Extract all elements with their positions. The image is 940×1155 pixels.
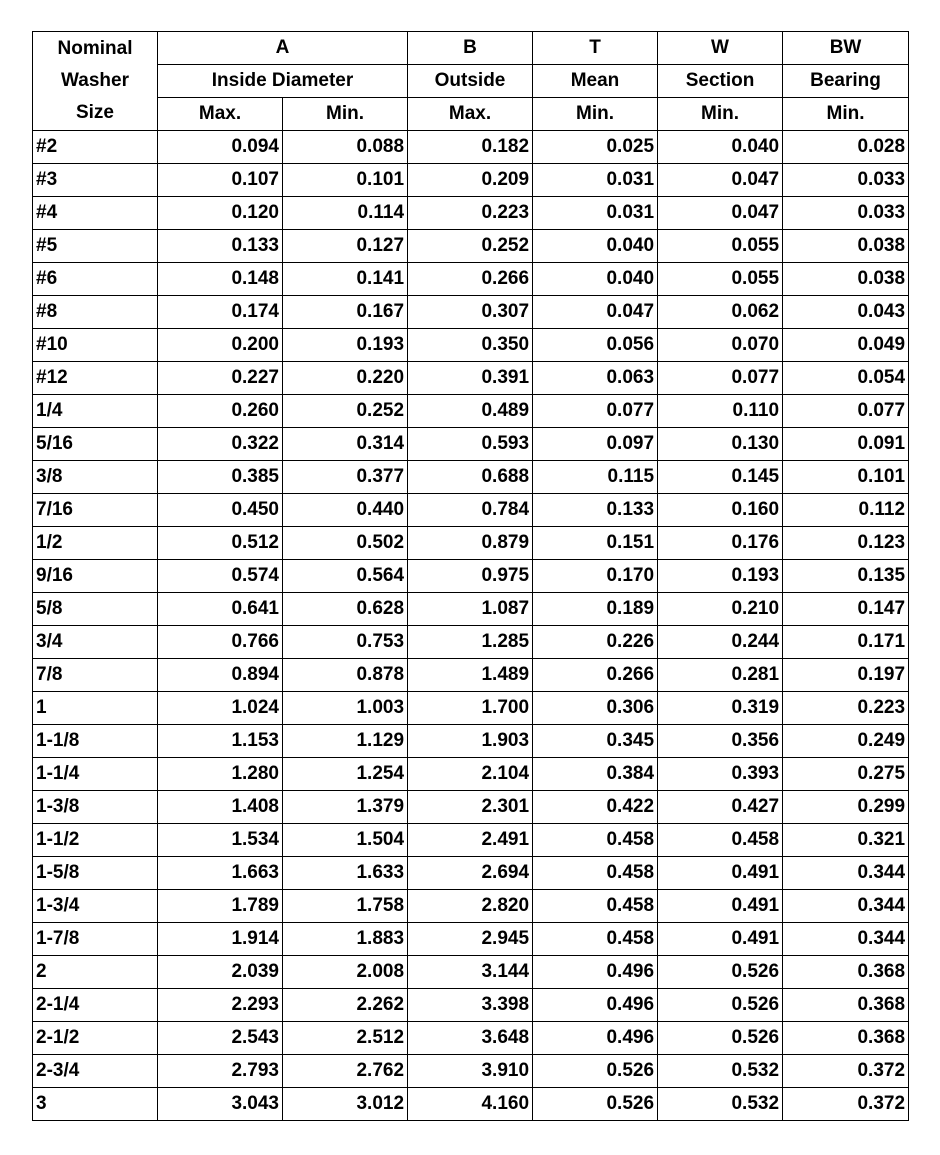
cell-t-min: 0.422 [533, 791, 658, 824]
cell-a-min: 0.314 [283, 428, 408, 461]
cell-b-max: 1.700 [408, 692, 533, 725]
cell-b-max: 0.489 [408, 395, 533, 428]
cell-t-min: 0.458 [533, 923, 658, 956]
header-section: Section [658, 65, 783, 98]
header-nominal-line-3: Size [75, 102, 115, 123]
header-col-w: W [658, 32, 783, 65]
cell-b-max: 0.266 [408, 263, 533, 296]
cell-size: 2 [33, 956, 158, 989]
cell-b-max: 2.945 [408, 923, 533, 956]
cell-size: 1 [33, 692, 158, 725]
table-row [33, 197, 909, 230]
cell-b-max: 0.391 [408, 362, 533, 395]
cell-size: 1/4 [33, 395, 158, 428]
cell-size: 2-1/2 [33, 1022, 158, 1055]
cell-t-min: 0.056 [533, 329, 658, 362]
cell-a-max: 0.174 [158, 296, 283, 329]
cell-a-min: 0.220 [283, 362, 408, 395]
cell-a-max: 2.039 [158, 956, 283, 989]
cell-bw-min: 0.299 [783, 791, 909, 824]
table-row [33, 395, 909, 428]
cell-t-min: 0.266 [533, 659, 658, 692]
cell-w-min: 0.526 [658, 1022, 783, 1055]
cell-w-min: 0.077 [658, 362, 783, 395]
cell-w-min: 0.047 [658, 164, 783, 197]
cell-size: 1-5/8 [33, 857, 158, 890]
cell-bw-min: 0.368 [783, 956, 909, 989]
cell-w-min: 0.055 [658, 230, 783, 263]
cell-bw-min: 0.197 [783, 659, 909, 692]
header-bw-min: Min. [783, 98, 909, 131]
cell-t-min: 0.031 [533, 164, 658, 197]
cell-t-min: 0.151 [533, 527, 658, 560]
cell-w-min: 0.491 [658, 890, 783, 923]
cell-b-max: 2.694 [408, 857, 533, 890]
cell-a-min: 1.254 [283, 758, 408, 791]
cell-size: 2-1/4 [33, 989, 158, 1022]
cell-size: 1-3/8 [33, 791, 158, 824]
cell-t-min: 0.040 [533, 263, 658, 296]
cell-w-min: 0.393 [658, 758, 783, 791]
cell-b-max: 2.491 [408, 824, 533, 857]
cell-w-min: 0.160 [658, 494, 783, 527]
cell-bw-min: 0.344 [783, 890, 909, 923]
cell-a-max: 0.512 [158, 527, 283, 560]
cell-a-min: 0.114 [283, 197, 408, 230]
cell-b-max: 3.910 [408, 1055, 533, 1088]
cell-size: 1/2 [33, 527, 158, 560]
cell-b-max: 0.252 [408, 230, 533, 263]
cell-bw-min: 0.054 [783, 362, 909, 395]
cell-w-min: 0.281 [658, 659, 783, 692]
cell-size: 1-3/4 [33, 890, 158, 923]
cell-a-min: 1.379 [283, 791, 408, 824]
cell-a-min: 1.883 [283, 923, 408, 956]
cell-bw-min: 0.033 [783, 164, 909, 197]
cell-t-min: 0.526 [533, 1055, 658, 1088]
cell-t-min: 0.384 [533, 758, 658, 791]
cell-a-max: 1.789 [158, 890, 283, 923]
header-col-b: B [408, 32, 533, 65]
cell-b-max: 2.301 [408, 791, 533, 824]
cell-t-min: 0.496 [533, 1022, 658, 1055]
cell-w-min: 0.491 [658, 857, 783, 890]
table-row [33, 692, 909, 725]
table-row [33, 857, 909, 890]
cell-a-max: 2.793 [158, 1055, 283, 1088]
table-row [33, 758, 909, 791]
cell-size: #10 [33, 329, 158, 362]
cell-a-min: 2.512 [283, 1022, 408, 1055]
cell-a-min: 1.003 [283, 692, 408, 725]
cell-size: #8 [33, 296, 158, 329]
cell-bw-min: 0.275 [783, 758, 909, 791]
cell-bw-min: 0.171 [783, 626, 909, 659]
cell-bw-min: 0.135 [783, 560, 909, 593]
header-bearing: Bearing [783, 65, 909, 98]
cell-a-max: 0.766 [158, 626, 283, 659]
cell-w-min: 0.210 [658, 593, 783, 626]
cell-a-min: 0.753 [283, 626, 408, 659]
cell-w-min: 0.356 [658, 725, 783, 758]
cell-a-min: 0.193 [283, 329, 408, 362]
cell-a-min: 2.762 [283, 1055, 408, 1088]
cell-t-min: 0.526 [533, 1088, 658, 1121]
table-row [33, 956, 909, 989]
cell-a-min: 0.440 [283, 494, 408, 527]
cell-a-max: 0.385 [158, 461, 283, 494]
cell-bw-min: 0.372 [783, 1055, 909, 1088]
header-w-min: Min. [658, 98, 783, 131]
cell-b-max: 3.398 [408, 989, 533, 1022]
cell-a-min: 3.012 [283, 1088, 408, 1121]
cell-a-max: 0.200 [158, 329, 283, 362]
cell-size: #3 [33, 164, 158, 197]
cell-t-min: 0.063 [533, 362, 658, 395]
cell-a-min: 1.633 [283, 857, 408, 890]
cell-w-min: 0.193 [658, 560, 783, 593]
cell-a-max: 0.641 [158, 593, 283, 626]
cell-size: 1-7/8 [33, 923, 158, 956]
cell-b-max: 0.307 [408, 296, 533, 329]
header-col-bw: BW [783, 32, 909, 65]
table-row [33, 593, 909, 626]
header-col-a: A [158, 32, 408, 65]
cell-a-min: 0.088 [283, 131, 408, 164]
cell-a-max: 1.534 [158, 824, 283, 857]
cell-bw-min: 0.043 [783, 296, 909, 329]
cell-a-max: 2.293 [158, 989, 283, 1022]
table-row [33, 1088, 909, 1121]
header-a-min: Min. [283, 98, 408, 131]
cell-w-min: 0.532 [658, 1088, 783, 1121]
cell-size: #5 [33, 230, 158, 263]
cell-bw-min: 0.344 [783, 923, 909, 956]
cell-w-min: 0.130 [658, 428, 783, 461]
header-nominal-washer-size [33, 32, 158, 131]
cell-a-min: 0.141 [283, 263, 408, 296]
cell-size: 5/16 [33, 428, 158, 461]
table-row [33, 824, 909, 857]
cell-w-min: 0.427 [658, 791, 783, 824]
cell-w-min: 0.491 [658, 923, 783, 956]
table-row [33, 362, 909, 395]
cell-bw-min: 0.249 [783, 725, 909, 758]
cell-size: #12 [33, 362, 158, 395]
cell-a-min: 0.878 [283, 659, 408, 692]
cell-b-max: 0.879 [408, 527, 533, 560]
cell-size: 7/8 [33, 659, 158, 692]
table-row [33, 626, 909, 659]
table-row [33, 263, 909, 296]
cell-size: 7/16 [33, 494, 158, 527]
table-row [33, 923, 909, 956]
cell-a-min: 0.564 [283, 560, 408, 593]
cell-t-min: 0.031 [533, 197, 658, 230]
table-row [33, 725, 909, 758]
cell-a-min: 1.504 [283, 824, 408, 857]
cell-a-max: 0.148 [158, 263, 283, 296]
cell-t-min: 0.133 [533, 494, 658, 527]
cell-b-max: 3.144 [408, 956, 533, 989]
cell-a-max: 1.024 [158, 692, 283, 725]
cell-w-min: 0.110 [658, 395, 783, 428]
cell-size: #4 [33, 197, 158, 230]
cell-b-max: 0.593 [408, 428, 533, 461]
cell-a-min: 0.252 [283, 395, 408, 428]
cell-b-max: 1.903 [408, 725, 533, 758]
cell-t-min: 0.226 [533, 626, 658, 659]
cell-a-min: 2.008 [283, 956, 408, 989]
table-row [33, 296, 909, 329]
cell-a-max: 2.543 [158, 1022, 283, 1055]
cell-size: 3 [33, 1088, 158, 1121]
table-row [33, 791, 909, 824]
cell-bw-min: 0.372 [783, 1088, 909, 1121]
table-row [33, 230, 909, 263]
cell-t-min: 0.025 [533, 131, 658, 164]
cell-size: 1-1/8 [33, 725, 158, 758]
cell-t-min: 0.496 [533, 989, 658, 1022]
cell-b-max: 0.975 [408, 560, 533, 593]
cell-b-max: 0.182 [408, 131, 533, 164]
cell-a-max: 0.260 [158, 395, 283, 428]
cell-a-min: 0.167 [283, 296, 408, 329]
table-row [33, 560, 909, 593]
cell-size: 5/8 [33, 593, 158, 626]
cell-size: #6 [33, 263, 158, 296]
cell-w-min: 0.047 [658, 197, 783, 230]
cell-b-max: 0.223 [408, 197, 533, 230]
cell-b-max: 1.285 [408, 626, 533, 659]
cell-w-min: 0.526 [658, 956, 783, 989]
cell-t-min: 0.115 [533, 461, 658, 494]
cell-w-min: 0.145 [658, 461, 783, 494]
cell-a-min: 0.628 [283, 593, 408, 626]
cell-t-min: 0.189 [533, 593, 658, 626]
cell-bw-min: 0.123 [783, 527, 909, 560]
cell-t-min: 0.170 [533, 560, 658, 593]
cell-w-min: 0.244 [658, 626, 783, 659]
cell-a-max: 0.450 [158, 494, 283, 527]
cell-w-min: 0.458 [658, 824, 783, 857]
cell-a-max: 3.043 [158, 1088, 283, 1121]
cell-size: 3/4 [33, 626, 158, 659]
cell-bw-min: 0.038 [783, 263, 909, 296]
cell-b-max: 4.160 [408, 1088, 533, 1121]
header-b-max: Max. [408, 98, 533, 131]
cell-a-max: 0.894 [158, 659, 283, 692]
cell-size: 2-3/4 [33, 1055, 158, 1088]
table-row [33, 1022, 909, 1055]
cell-bw-min: 0.112 [783, 494, 909, 527]
cell-b-max: 2.820 [408, 890, 533, 923]
cell-a-min: 0.127 [283, 230, 408, 263]
cell-bw-min: 0.033 [783, 197, 909, 230]
cell-bw-min: 0.038 [783, 230, 909, 263]
cell-a-max: 0.322 [158, 428, 283, 461]
cell-size: 1-1/2 [33, 824, 158, 857]
table-row [33, 329, 909, 362]
washer-dimensions-table [32, 31, 909, 1121]
cell-b-max: 0.209 [408, 164, 533, 197]
cell-size: 9/16 [33, 560, 158, 593]
cell-b-max: 3.648 [408, 1022, 533, 1055]
cell-bw-min: 0.077 [783, 395, 909, 428]
table-row [33, 461, 909, 494]
cell-b-max: 2.104 [408, 758, 533, 791]
cell-w-min: 0.040 [658, 131, 783, 164]
cell-t-min: 0.496 [533, 956, 658, 989]
cell-t-min: 0.458 [533, 824, 658, 857]
cell-a-max: 0.107 [158, 164, 283, 197]
cell-a-min: 0.502 [283, 527, 408, 560]
cell-size: #2 [33, 131, 158, 164]
cell-a-max: 0.133 [158, 230, 283, 263]
cell-b-max: 0.784 [408, 494, 533, 527]
cell-a-min: 0.377 [283, 461, 408, 494]
cell-a-max: 0.227 [158, 362, 283, 395]
cell-t-min: 0.345 [533, 725, 658, 758]
header-outside: Outside [408, 65, 533, 98]
cell-w-min: 0.062 [658, 296, 783, 329]
cell-a-max: 1.663 [158, 857, 283, 890]
cell-bw-min: 0.321 [783, 824, 909, 857]
cell-t-min: 0.458 [533, 857, 658, 890]
cell-bw-min: 0.101 [783, 461, 909, 494]
cell-t-min: 0.077 [533, 395, 658, 428]
header-col-t: T [533, 32, 658, 65]
cell-size: 3/8 [33, 461, 158, 494]
table-row [33, 131, 909, 164]
cell-bw-min: 0.147 [783, 593, 909, 626]
cell-a-max: 0.574 [158, 560, 283, 593]
cell-w-min: 0.070 [658, 329, 783, 362]
cell-w-min: 0.319 [658, 692, 783, 725]
cell-bw-min: 0.344 [783, 857, 909, 890]
cell-w-min: 0.526 [658, 989, 783, 1022]
cell-a-max: 1.280 [158, 758, 283, 791]
cell-t-min: 0.306 [533, 692, 658, 725]
cell-a-max: 1.153 [158, 725, 283, 758]
cell-t-min: 0.097 [533, 428, 658, 461]
header-mean: Mean [533, 65, 658, 98]
table-body [33, 131, 909, 1121]
cell-b-max: 1.087 [408, 593, 533, 626]
cell-bw-min: 0.223 [783, 692, 909, 725]
cell-t-min: 0.458 [533, 890, 658, 923]
cell-a-min: 0.101 [283, 164, 408, 197]
cell-w-min: 0.176 [658, 527, 783, 560]
cell-a-min: 1.758 [283, 890, 408, 923]
header-t-min: Min. [533, 98, 658, 131]
cell-b-max: 0.350 [408, 329, 533, 362]
cell-a-max: 0.094 [158, 131, 283, 164]
cell-t-min: 0.047 [533, 296, 658, 329]
cell-size: 1-1/4 [33, 758, 158, 791]
cell-a-max: 0.120 [158, 197, 283, 230]
table-row [33, 1055, 909, 1088]
cell-bw-min: 0.368 [783, 989, 909, 1022]
cell-a-max: 1.914 [158, 923, 283, 956]
table-row [33, 164, 909, 197]
table-row [33, 659, 909, 692]
header-inside-diameter: Inside Diameter [158, 65, 408, 98]
cell-bw-min: 0.028 [783, 131, 909, 164]
cell-bw-min: 0.091 [783, 428, 909, 461]
table-row [33, 989, 909, 1022]
table-row [33, 428, 909, 461]
header-nominal-line-1: Nominal [57, 38, 133, 59]
cell-a-min: 1.129 [283, 725, 408, 758]
table-row [33, 527, 909, 560]
cell-a-max: 1.408 [158, 791, 283, 824]
table-row [33, 494, 909, 527]
table-row [33, 890, 909, 923]
cell-w-min: 0.532 [658, 1055, 783, 1088]
cell-bw-min: 0.049 [783, 329, 909, 362]
cell-b-max: 1.489 [408, 659, 533, 692]
cell-t-min: 0.040 [533, 230, 658, 263]
cell-bw-min: 0.368 [783, 1022, 909, 1055]
header-nominal-line-2: Washer [61, 70, 129, 91]
cell-a-min: 2.262 [283, 989, 408, 1022]
header-a-max: Max. [158, 98, 283, 131]
cell-w-min: 0.055 [658, 263, 783, 296]
cell-b-max: 0.688 [408, 461, 533, 494]
